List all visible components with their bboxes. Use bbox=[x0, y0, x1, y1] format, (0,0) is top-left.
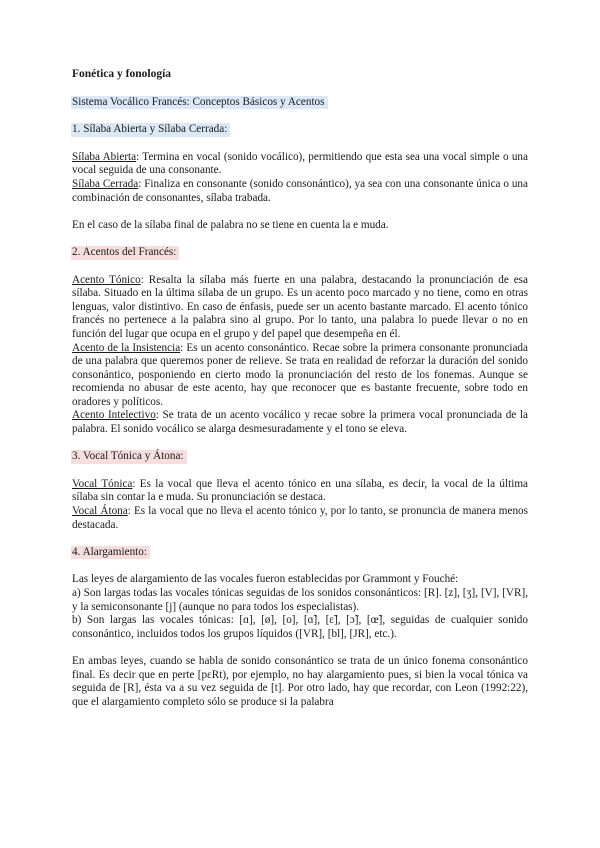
definition-text: : Finaliza en consonante (sonido consonántico), ya sea con una consonante única o una combinación de consonantes, sílaba trabada. bbox=[72, 177, 528, 204]
section-heading-text: 3. Vocal Tónica y Átona: bbox=[71, 450, 187, 464]
subtitle-highlight: Sistema Vocálico Francés: Conceptos Básicos y Acentos bbox=[71, 96, 328, 110]
definition-silaba-abierta bbox=[72, 151, 528, 178]
definition-acento-insistencia bbox=[72, 342, 528, 410]
paragraph-ley-a: a) Son largas todas las vocales tónicas seguidas de los sonidos consonánticos: [R]. [z], [ʒ], [V], [VR], y la semiconsonante [j] (aunque no para todos los especialistas). bbox=[72, 587, 528, 613]
definition-text: : Es la vocal que no lleva el acento tónico y, por lo tanto, se pronuncia de manera menos destacada. bbox=[72, 505, 529, 531]
definition-vocal-atona bbox=[72, 505, 528, 532]
term-silaba-cerrada: Sílaba Cerrada bbox=[72, 177, 139, 190]
term-vocal-atona: Vocal Átona bbox=[72, 505, 128, 518]
definition-text: : Termina en vocal (sonido vocálico), permitiendo que esta sea una vocal simple o una vocal seguida de una consonante. bbox=[72, 150, 528, 177]
definition-vocal-tonica bbox=[72, 478, 528, 505]
definition-text: : Resalta la sílaba más fuerte en una palabra, destacando la pronunciación de esa sílaba. Situado en la última sílaba de un grupo. Es un acento poco marcado y no tiene, como en otras lenguas, valor distintivo. En caso de énfasis, puede ser un acento bastante marcado. El acento tónico francés no pertenece a la palabra sino al grupo. Por lo tanto, una palabra lo puede llevar o no en función del lugar que ocupa en el grupo y del papel que desempeña en él. bbox=[72, 273, 528, 340]
section-heading-text: 4. Alargamiento: bbox=[71, 546, 150, 560]
paragraph-leyes: Las leyes de alargamiento de las vocales fueron establecidas por Grammont y Fouché: bbox=[72, 573, 459, 586]
section-heading-vocal bbox=[72, 450, 528, 464]
document-subtitle bbox=[72, 96, 528, 110]
term-acento-intelectivo: Acento Intelectivo bbox=[72, 409, 156, 422]
spacer bbox=[72, 232, 528, 246]
section-heading-text: 2. Acentos del Francés: bbox=[71, 246, 179, 260]
document-title: Fonética y fonología bbox=[72, 68, 172, 80]
definition-acento-intelectivo bbox=[72, 409, 528, 436]
definition-text: : Es un acento consonántico. Recae sobre la primera consonante pronunciada de una palabra que queremos poner de relieve. Se trata en realidad de reforzar la duración del sonido consonántico, posponiendo en cierto modo la pronunciación del resto de los fonemas. Aunque se recomienda no abusar de este acento, hay que reconocer que es bastante frecuente, sobre todo en oradores y políticos. bbox=[72, 341, 528, 408]
section-heading-alargamiento bbox=[72, 546, 528, 560]
term-acento-insistencia: Acento de la Insistencia bbox=[72, 341, 181, 354]
definition-text: : Se trata de un acento vocálico y recae sobre la primera vocal pronunciada de la palabra. El sonido vocálico se alarga desmesuradamente y el tono se eleva. bbox=[72, 409, 528, 436]
section-heading-silaba bbox=[72, 123, 528, 137]
term-vocal-tonica: Vocal Tónica bbox=[72, 477, 133, 490]
section-heading-text: 1. Sílaba Abierta y Sílaba Cerrada: bbox=[71, 123, 230, 137]
definition-silaba-cerrada bbox=[72, 178, 528, 205]
term-acento-tonico: Acento Tónico bbox=[72, 273, 141, 286]
spacer bbox=[72, 205, 528, 219]
paragraph-ley-b: b) Son largas las vocales tónicas: [ɑ], [ø], [o], [ɑ̃], [ɛ̃], [ɔ̃], [œ̃], seguidas de cualquier sonido consonántico, incluidos todos los grupos líquidos ([VR], [bl], [JR], etc.). bbox=[72, 614, 528, 640]
document-body bbox=[72, 68, 528, 709]
section-vocal bbox=[72, 450, 528, 546]
term-silaba-abierta: Sílaba Abierta bbox=[72, 150, 137, 163]
spacer bbox=[72, 641, 528, 655]
definition-text: : Es la vocal que lleva el acento tónico en una sílaba, es decir, la vocal de la última sílaba sin contar la e muda. Su pronunciación se destaca. bbox=[72, 477, 528, 504]
section-acentos bbox=[72, 246, 528, 450]
section-alargamiento bbox=[72, 546, 528, 710]
note-e-muda: En el caso de la sílaba final de palabra no se tiene en cuenta la e muda. bbox=[72, 218, 389, 231]
spacer bbox=[72, 437, 528, 451]
definition-acento-tonico bbox=[72, 274, 528, 342]
section-heading-acentos bbox=[72, 246, 528, 260]
section-silaba bbox=[72, 123, 528, 246]
spacer bbox=[72, 532, 528, 546]
paragraph-ambas-leyes: En ambas leyes, cuando se habla de sonido consonántico se trata de un único fonema consonántico final. Es decir que en perte [pɛRt), por ejemplo, no hay alargamiento pues, si bien la vocal tónica va seguida de [R], ésta va a su vez seguida de [t]. Por otro lado, hay que recordar, con Leon (1992:22), que el alargamiento completo sólo se produce si la palabra bbox=[72, 654, 528, 708]
